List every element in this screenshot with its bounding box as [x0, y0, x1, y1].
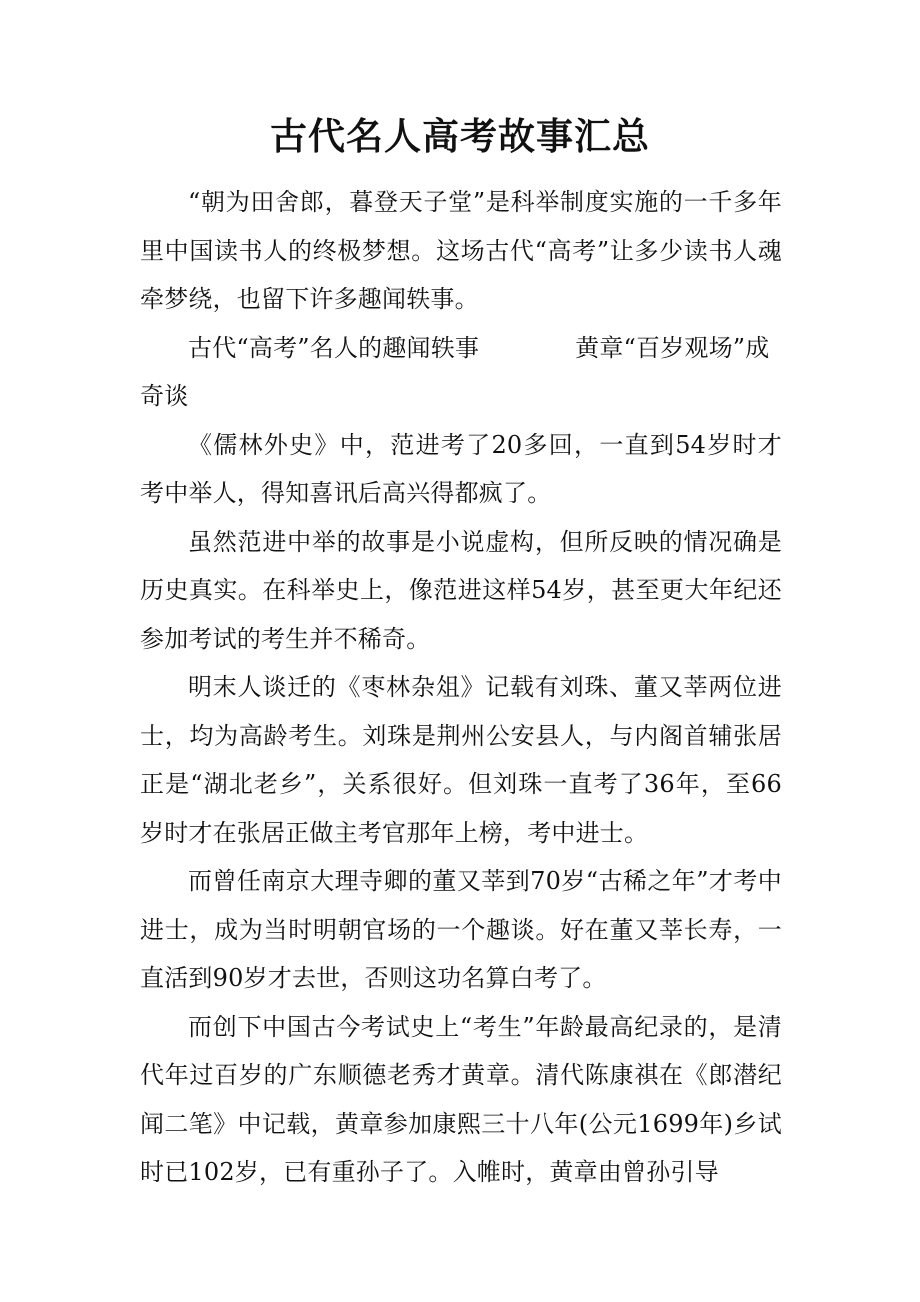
paragraph-liu-zhu: 明末人谈迁的《枣林杂俎》记载有刘珠、董又莘两位进士，均为高龄考生。刘珠是荆州公安县人，与内阁首辅张居正是“湖北老乡”，关系很好。但刘珠一直考了36年，至66岁时才在张居正做主考官那年上榜，考中进士。: [140, 673, 782, 847]
document-body: [140, 178, 782, 1197]
paragraph-fan-jin: 《儒林外史》中，范进考了20多回，一直到54岁时才考中举人，得知喜讯后高兴得都疯了。: [140, 430, 782, 507]
section-heading-left: 古代“高考”名人的趣闻轶事: [188, 333, 480, 362]
paragraph-intro: “朝为田舍郎，暮登天子堂”是科举制度实施的一千多年里中国读书人的终极梦想。这场古代“高考”让多少读书人魂牵梦绕，也留下许多趣闻轶事。: [140, 188, 782, 313]
paragraph-history: 虽然范进中举的故事是小说虚构，但所反映的情况确是历史真实。在科举史上，像范进这样54岁，甚至更大年纪还参加考试的考生并不稀奇。: [140, 527, 782, 653]
paragraph-huang-zhang: 而创下中国古今考试史上“考生”年龄最高纪录的，是清代年过百岁的广东顺德老秀才黄章。清代陈康祺在《郎潜纪闻二笔》中记载，黄章参加康熙三十八年(公元1699年)乡试时已102岁，已有重孙子了。入帷时，黄章由曾孙引导: [140, 1012, 782, 1186]
document-title: 古代名人高考故事汇总: [270, 114, 650, 158]
paragraph-dong-youxin: 而曾任南京大理寺卿的董又莘到70岁“古稀之年”才考中进士，成为当时明朝官场的一个趣谈。好在董又莘长寿，一直活到90岁才去世，否则这功名算白考了。: [140, 867, 782, 992]
section-heading-right: 黄章“百岁观场”成奇谈: [140, 333, 770, 410]
section-heading: [140, 324, 782, 421]
